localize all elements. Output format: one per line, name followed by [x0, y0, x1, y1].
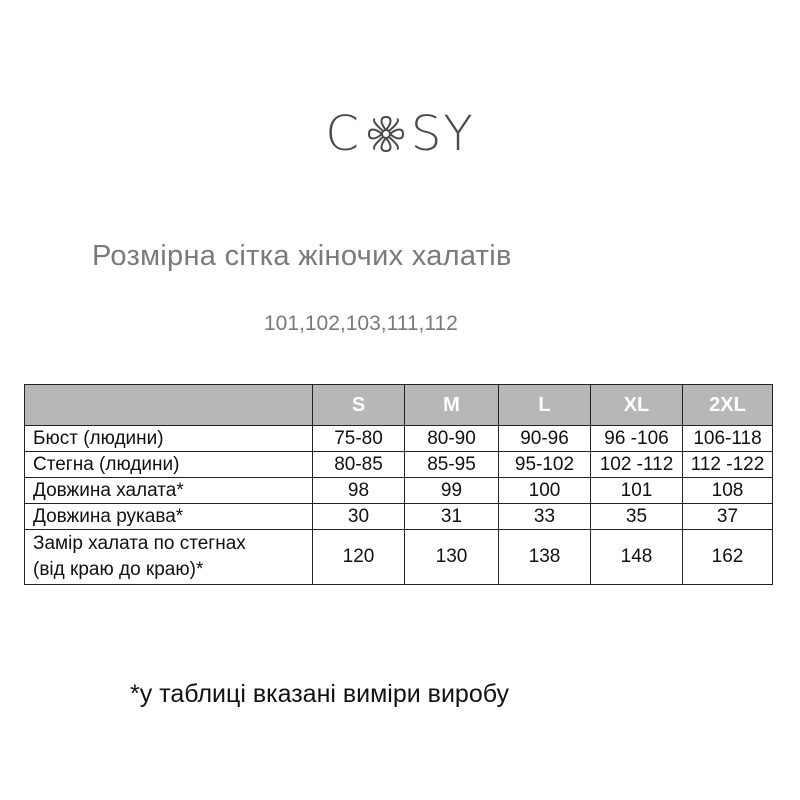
table-cell: 80-85: [313, 452, 405, 478]
brand-logo: [0, 104, 800, 164]
table-row: [25, 426, 773, 452]
header-blank-cell: [25, 385, 313, 426]
size-header-s: S: [313, 385, 405, 426]
table-cell: 31: [405, 504, 499, 530]
table-row: [25, 452, 773, 478]
flower-ornament-icon: [363, 111, 409, 157]
table-cell: 75-80: [313, 426, 405, 452]
table-cell: 130: [405, 530, 499, 585]
table-row: [25, 530, 773, 585]
table-row: [25, 504, 773, 530]
size-header-m: M: [405, 385, 499, 426]
size-chart-table: [24, 384, 773, 585]
table-cell: 162: [683, 530, 773, 585]
table-cell: 108: [683, 478, 773, 504]
row-label-line: (від краю до краю)*: [33, 559, 204, 580]
table-row: [25, 478, 773, 504]
table-cell: 99: [405, 478, 499, 504]
table-header-row: [25, 385, 773, 426]
size-header-2xl: 2XL: [683, 385, 773, 426]
table-cell: 112 -122: [683, 452, 773, 478]
table-cell: 95-102: [499, 452, 591, 478]
row-label-sleeve-length: Довжина рукава*: [25, 504, 313, 530]
row-label-line: Замір халата по стегнах: [33, 533, 246, 554]
table-cell: 35: [591, 504, 683, 530]
row-label-hips: Стегна (людини): [25, 452, 313, 478]
table-cell: 120: [313, 530, 405, 585]
row-label-robe-length: Довжина халата*: [25, 478, 313, 504]
table-cell: 102 -112: [591, 452, 683, 478]
size-header-xl: XL: [591, 385, 683, 426]
footnote: *у таблиці вказані виміри виробу: [130, 680, 510, 708]
table-cell: 85-95: [405, 452, 499, 478]
table-cell: 101: [591, 478, 683, 504]
table-cell: 106-118: [683, 426, 773, 452]
model-numbers: 101,102,103,111,112: [264, 312, 458, 335]
table-cell: 148: [591, 530, 683, 585]
table-cell: 30: [313, 504, 405, 530]
logo-text-right: SY: [410, 106, 475, 162]
logo-text-left: C: [325, 106, 361, 162]
table-cell: 90-96: [499, 426, 591, 452]
size-header-l: L: [499, 385, 591, 426]
row-label-hip-width: [25, 530, 313, 585]
table-cell: 80-90: [405, 426, 499, 452]
table-cell: 138: [499, 530, 591, 585]
table-cell: 33: [499, 504, 591, 530]
table-cell: 96 -106: [591, 426, 683, 452]
page-title: Розмірна сітка жіночих халатів: [92, 240, 512, 272]
row-label-bust: Бюст (людини): [25, 426, 313, 452]
table-cell: 98: [313, 478, 405, 504]
table-cell: 37: [683, 504, 773, 530]
table-cell: 100: [499, 478, 591, 504]
